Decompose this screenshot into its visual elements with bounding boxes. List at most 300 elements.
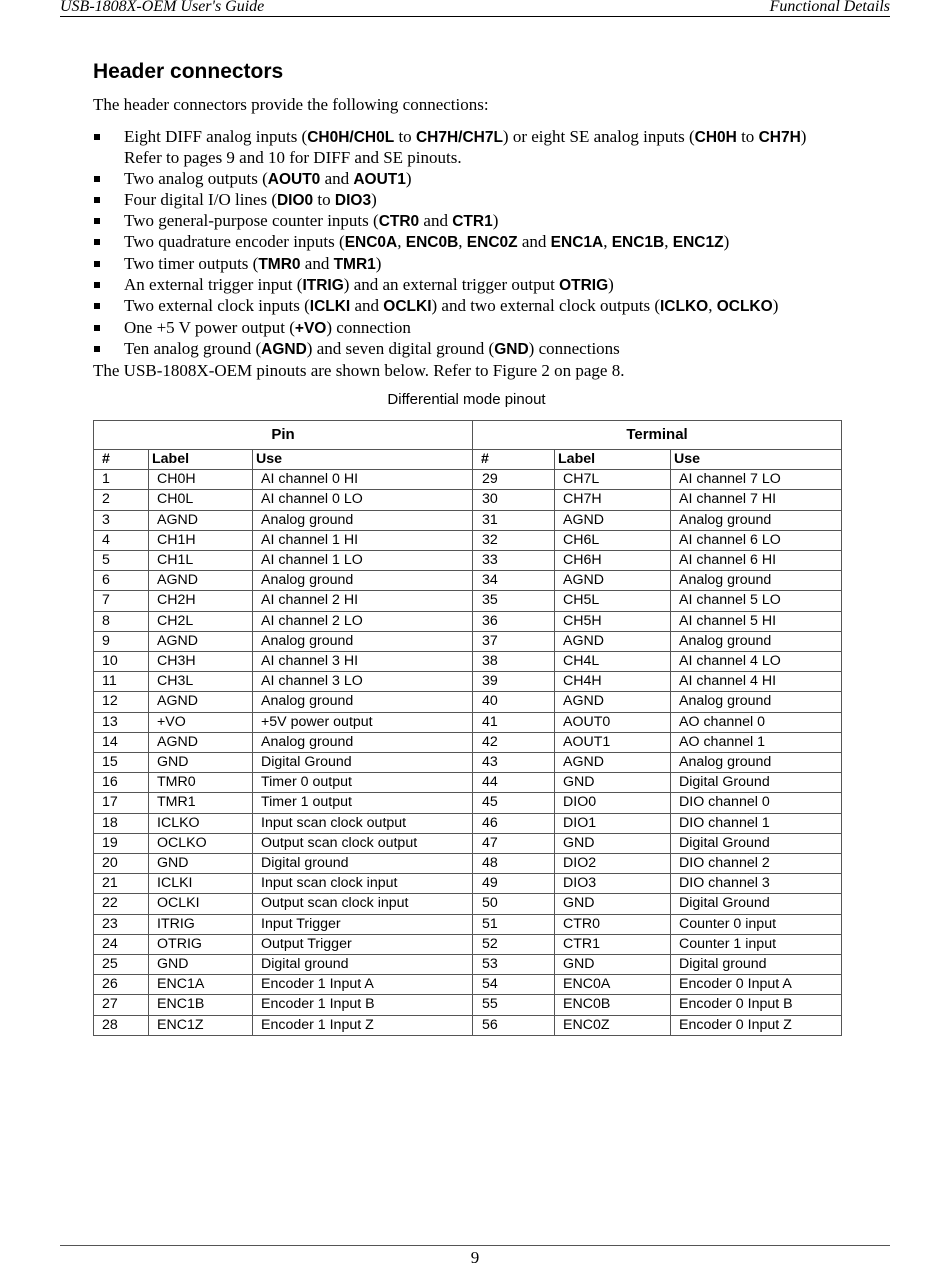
bullet-text: )	[800, 127, 807, 146]
terminal-label-cell: AGND	[555, 692, 671, 712]
bullet-square-icon	[94, 239, 100, 245]
terminal-use-cell: AI channel 4 HI	[671, 672, 842, 692]
bullet-signal-name: CH0H/CH0L	[307, 129, 395, 146]
terminal-use-cell: AI channel 6 HI	[671, 551, 842, 571]
pinout-reference-paragraph: The USB-1808X-OEM pinouts are shown below. Refer to Figure 2 on page 8.	[93, 361, 625, 380]
terminal-number-cell: 30	[473, 490, 555, 510]
section-title: Header connectors	[93, 60, 284, 83]
bullet-signal-name: OCLKO	[716, 298, 773, 316]
bullet-text: ) and seven digital ground (	[306, 338, 495, 358]
bullet-signal-name: DIO0	[276, 191, 314, 209]
pin-label-cell: ENC1A	[149, 975, 253, 995]
bullet-item	[93, 318, 853, 339]
bullet-signal-name: ICLKI	[309, 298, 351, 316]
bullet-item	[93, 275, 853, 296]
terminal-use-cell: AI channel 7 LO	[671, 470, 842, 490]
bullet-signal-name: ENC1A	[550, 234, 604, 252]
table-row	[94, 712, 842, 732]
pin-label-cell: OCLKI	[149, 894, 253, 914]
terminal-number-cell: 37	[473, 631, 555, 651]
pin-label-cell: CH2L	[149, 611, 253, 631]
bullet-item	[93, 190, 853, 211]
pin-use-cell: Analog ground	[253, 571, 473, 591]
pin-use-cell: AI channel 0 HI	[253, 470, 473, 490]
terminal-use-cell: AO channel 0	[671, 712, 842, 732]
bullet-text: and	[419, 211, 453, 231]
pin-number-cell: 25	[94, 955, 149, 975]
pin-number-cell: 12	[94, 692, 149, 712]
terminal-number-cell: 31	[473, 510, 555, 530]
terminal-use-cell: AI channel 4 LO	[671, 652, 842, 672]
table-row	[94, 672, 842, 692]
pin-number-cell: 16	[94, 773, 149, 793]
bullet-text: Four digital I/O lines (	[124, 189, 277, 209]
table-row	[94, 571, 842, 591]
terminal-label-cell: CH5H	[555, 611, 671, 631]
pin-number-cell: 13	[94, 712, 149, 732]
bullet-signal-name: CH7H	[758, 129, 801, 146]
terminal-use-cell: Encoder 0 Input A	[671, 975, 842, 995]
pin-label-cell: ITRIG	[149, 914, 253, 934]
table-row	[94, 470, 842, 490]
pin-use-cell: Input Trigger	[253, 914, 473, 934]
pin-use-cell: Encoder 1 Input Z	[253, 1015, 473, 1035]
terminal-number-cell: 44	[473, 773, 555, 793]
terminal-label-cell: CH7L	[555, 470, 671, 490]
terminal-use-cell: Counter 1 input	[671, 934, 842, 954]
pin-number-cell: 8	[94, 611, 149, 631]
terminal-number-cell: 32	[473, 530, 555, 550]
bullet-text: )	[608, 275, 614, 295]
terminal-label-cell: CH6L	[555, 530, 671, 550]
bullet-text: and	[517, 232, 551, 252]
bullet-square-icon	[94, 176, 100, 182]
pin-label-cell: GND	[149, 753, 253, 773]
table-row	[94, 611, 842, 631]
bullet-signal-name: TMR1	[333, 255, 376, 273]
terminal-number-cell: 47	[473, 833, 555, 853]
pin-use-cell: AI channel 0 LO	[253, 490, 473, 510]
pin-use-cell: Analog ground	[253, 692, 473, 712]
pin-label-cell: TMR0	[149, 773, 253, 793]
pin-label-cell: AGND	[149, 510, 253, 530]
bullet-text: ,	[664, 232, 673, 252]
connection-bullet-list	[93, 127, 853, 360]
bullet-signal-name: TMR0	[258, 255, 301, 273]
bullet-text: ,	[458, 232, 467, 252]
pin-number-cell: 26	[94, 975, 149, 995]
bullet-text: Two quadrature encoder inputs (	[124, 232, 345, 252]
table-row	[94, 793, 842, 813]
column-header-label: Label	[555, 450, 671, 470]
pin-number-cell: 7	[94, 591, 149, 611]
pin-number-cell: 24	[94, 934, 149, 954]
table-row	[94, 591, 842, 611]
footer-rule	[60, 1245, 890, 1246]
terminal-use-cell: Digital Ground	[671, 773, 842, 793]
pin-label-cell: ICLKI	[149, 874, 253, 894]
terminal-use-cell: Analog ground	[671, 692, 842, 712]
pin-use-cell: Timer 0 output	[253, 773, 473, 793]
terminal-number-cell: 48	[473, 854, 555, 874]
bullet-text: Eight DIFF analog inputs (	[124, 127, 308, 146]
bullet-text: to	[394, 127, 416, 146]
bullet-text: to	[736, 127, 759, 146]
bullet-square-icon	[94, 197, 100, 203]
pin-number-cell: 10	[94, 652, 149, 672]
terminal-use-cell: DIO channel 3	[671, 874, 842, 894]
pin-number-cell: 21	[94, 874, 149, 894]
terminal-number-cell: 39	[473, 672, 555, 692]
table-row	[94, 692, 842, 712]
terminal-label-cell: AGND	[555, 510, 671, 530]
terminal-use-cell: DIO channel 2	[671, 854, 842, 874]
terminal-use-cell: AI channel 5 LO	[671, 591, 842, 611]
column-header-number: #	[94, 450, 149, 470]
table-row	[94, 652, 842, 672]
bullet-signal-name: ENC1Z	[672, 234, 724, 252]
terminal-use-cell: AI channel 7 HI	[671, 490, 842, 510]
bullet-signal-name: AOUT1	[353, 170, 406, 188]
terminal-number-cell: 36	[473, 611, 555, 631]
terminal-label-cell: ENC0Z	[555, 1015, 671, 1035]
bullet-square-icon	[94, 325, 100, 331]
pin-label-cell: CH3H	[149, 652, 253, 672]
bullet-text: Refer to pages 9 and 10 for DIFF and SE pinouts.	[124, 148, 462, 168]
terminal-number-cell: 35	[473, 591, 555, 611]
pin-label-cell: CH2H	[149, 591, 253, 611]
bullet-text: ,	[397, 232, 406, 252]
terminal-label-cell: ENC0A	[555, 975, 671, 995]
pin-number-cell: 14	[94, 732, 149, 752]
terminal-label-cell: CH7H	[555, 490, 671, 510]
bullet-text: Ten analog ground (	[124, 338, 262, 358]
pin-use-cell: Output Trigger	[253, 934, 473, 954]
table-row	[94, 874, 842, 894]
pin-use-cell: AI channel 1 LO	[253, 551, 473, 571]
terminal-use-cell: Digital Ground	[671, 833, 842, 853]
terminal-number-cell: 45	[473, 793, 555, 813]
bullet-text: ) or eight SE analog inputs (	[502, 127, 695, 146]
terminal-use-cell: AO channel 1	[671, 732, 842, 752]
pin-label-cell: ICLKO	[149, 813, 253, 833]
pin-use-cell: AI channel 3 HI	[253, 652, 473, 672]
column-header-number: #	[473, 450, 555, 470]
bullet-square-icon	[94, 282, 100, 288]
terminal-use-cell: Digital Ground	[671, 894, 842, 914]
terminal-number-cell: 34	[473, 571, 555, 591]
bullet-text: One +5 V power output (	[124, 317, 295, 337]
terminal-use-cell: DIO channel 1	[671, 813, 842, 833]
pin-number-cell: 28	[94, 1015, 149, 1035]
pin-label-cell: CH1H	[149, 530, 253, 550]
bullet-square-icon	[94, 218, 100, 224]
bullet-signal-name: CTR0	[378, 213, 420, 231]
bullet-square-icon	[94, 303, 100, 309]
pin-use-cell: Timer 1 output	[253, 793, 473, 813]
bullet-text: and	[350, 296, 384, 316]
terminal-number-cell: 29	[473, 470, 555, 490]
pin-label-cell: ENC1Z	[149, 1015, 253, 1035]
pin-use-cell: Analog ground	[253, 631, 473, 651]
pin-label-cell: OCLKO	[149, 833, 253, 853]
terminal-number-cell: 33	[473, 551, 555, 571]
terminal-use-cell: AI channel 6 LO	[671, 530, 842, 550]
terminal-label-cell: CH4L	[555, 652, 671, 672]
pin-use-cell: Input scan clock output	[253, 813, 473, 833]
page-number: 9	[470, 1248, 480, 1267]
table-row	[94, 975, 842, 995]
table-row	[94, 551, 842, 571]
terminal-use-cell: Digital ground	[671, 955, 842, 975]
table-row	[94, 773, 842, 793]
pin-label-cell: ENC1B	[149, 995, 253, 1015]
terminal-label-cell: AOUT0	[555, 712, 671, 732]
pin-number-cell: 6	[94, 571, 149, 591]
table-row	[94, 854, 842, 874]
terminal-use-cell: Analog ground	[671, 571, 842, 591]
bullet-text: )	[723, 232, 730, 252]
bullet-signal-name: CTR1	[452, 213, 493, 231]
pin-label-cell: CH1L	[149, 551, 253, 571]
terminal-label-cell: ENC0B	[555, 995, 671, 1015]
terminal-number-cell: 51	[473, 914, 555, 934]
pin-use-cell: Digital Ground	[253, 753, 473, 773]
bullet-signal-name: ENC1B	[611, 234, 665, 252]
terminal-label-cell: GND	[555, 773, 671, 793]
table-row	[94, 510, 842, 530]
terminal-label-cell: GND	[555, 955, 671, 975]
table-row	[94, 833, 842, 853]
terminal-number-cell: 46	[473, 813, 555, 833]
table-row	[94, 1015, 842, 1035]
terminal-label-cell: AGND	[555, 631, 671, 651]
pinout-table-body	[94, 470, 842, 1036]
terminal-number-cell: 41	[473, 712, 555, 732]
terminal-number-cell: 52	[473, 934, 555, 954]
pin-number-cell: 18	[94, 813, 149, 833]
terminal-number-cell: 40	[473, 692, 555, 712]
terminal-label-cell: DIO1	[555, 813, 671, 833]
terminal-number-cell: 43	[473, 753, 555, 773]
pin-use-cell: Digital ground	[253, 854, 473, 874]
bullet-text: ,	[708, 296, 717, 316]
bullet-text: ,	[603, 232, 612, 252]
terminal-number-cell: 56	[473, 1015, 555, 1035]
terminal-label-cell: CH5L	[555, 591, 671, 611]
bullet-text: )	[772, 296, 779, 316]
column-header-label: Label	[149, 450, 253, 470]
bullet-text: An external trigger input (	[124, 275, 303, 295]
terminal-number-cell: 54	[473, 975, 555, 995]
pin-use-cell: Analog ground	[253, 510, 473, 530]
pin-label-cell: AGND	[149, 571, 253, 591]
bullet-signal-name: ENC0Z	[466, 234, 518, 252]
bullet-signal-name: ENC0B	[405, 234, 459, 252]
terminal-label-cell: DIO3	[555, 874, 671, 894]
pin-use-cell: Encoder 1 Input A	[253, 975, 473, 995]
pin-number-cell: 1	[94, 470, 149, 490]
intro-paragraph: The header connectors provide the following connections:	[93, 95, 489, 114]
pin-label-cell: CH3L	[149, 672, 253, 692]
pinout-table	[93, 420, 842, 1036]
pin-number-cell: 27	[94, 995, 149, 1015]
pin-use-cell: Output scan clock input	[253, 894, 473, 914]
pin-number-cell: 11	[94, 672, 149, 692]
terminal-number-cell: 49	[473, 874, 555, 894]
terminal-number-cell: 50	[473, 894, 555, 914]
bullet-item	[93, 211, 853, 232]
bullet-text: )	[375, 253, 382, 273]
pin-use-cell: AI channel 3 LO	[253, 672, 473, 692]
pin-label-cell: GND	[149, 854, 253, 874]
bullet-text: to	[313, 189, 335, 209]
bullet-square-icon	[94, 134, 100, 140]
terminal-label-cell: GND	[555, 833, 671, 853]
bullet-text: ) connections	[528, 338, 620, 358]
terminal-label-cell: AGND	[555, 571, 671, 591]
bullet-square-icon	[94, 261, 100, 267]
pin-number-cell: 2	[94, 490, 149, 510]
pin-use-cell: Encoder 1 Input B	[253, 995, 473, 1015]
document-title: USB-1808X-OEM User's Guide	[60, 0, 265, 15]
terminal-label-cell: CH4H	[555, 672, 671, 692]
column-header-use: Use	[671, 450, 842, 470]
terminal-label-cell: AGND	[555, 753, 671, 773]
pin-label-cell: CH0H	[149, 470, 253, 490]
column-header-use: Use	[253, 450, 473, 470]
pin-number-cell: 22	[94, 894, 149, 914]
bullet-text: )	[492, 211, 499, 231]
bullet-signal-name: ITRIG	[302, 277, 344, 295]
bullet-signal-name: CH0H	[694, 129, 737, 146]
pin-label-cell: TMR1	[149, 793, 253, 813]
bullet-item	[93, 232, 853, 253]
group-header-terminal: Terminal	[473, 421, 842, 450]
bullet-signal-name: GND	[494, 340, 529, 358]
terminal-number-cell: 38	[473, 652, 555, 672]
bullet-item	[93, 127, 853, 169]
bullet-text: and	[320, 168, 354, 188]
table-row	[94, 530, 842, 550]
terminal-use-cell: Analog ground	[671, 510, 842, 530]
bullet-signal-name: AOUT0	[267, 170, 321, 188]
pin-number-cell: 3	[94, 510, 149, 530]
bullet-signal-name: AGND	[261, 340, 307, 358]
terminal-use-cell: Encoder 0 Input B	[671, 995, 842, 1015]
pin-number-cell: 20	[94, 854, 149, 874]
pin-label-cell: AGND	[149, 631, 253, 651]
pin-number-cell: 23	[94, 914, 149, 934]
pin-use-cell: Digital ground	[253, 955, 473, 975]
pin-use-cell: Input scan clock input	[253, 874, 473, 894]
bullet-text: Two external clock inputs (	[124, 296, 310, 316]
terminal-use-cell: AI channel 5 HI	[671, 611, 842, 631]
terminal-number-cell: 53	[473, 955, 555, 975]
terminal-label-cell: CH6H	[555, 551, 671, 571]
terminal-use-cell: Counter 0 input	[671, 914, 842, 934]
bullet-square-icon	[94, 346, 100, 352]
pin-use-cell: Output scan clock output	[253, 833, 473, 853]
terminal-label-cell: AOUT1	[555, 732, 671, 752]
terminal-label-cell: CTR1	[555, 934, 671, 954]
table-row	[94, 894, 842, 914]
terminal-label-cell: DIO2	[555, 854, 671, 874]
bullet-item	[93, 254, 853, 275]
pin-use-cell: Analog ground	[253, 732, 473, 752]
bullet-item	[93, 296, 853, 317]
bullet-signal-name: ENC0A	[344, 234, 398, 252]
table-row	[94, 732, 842, 752]
bullet-text: Two analog outputs (	[124, 168, 268, 188]
table-row	[94, 631, 842, 651]
pin-label-cell: OTRIG	[149, 934, 253, 954]
chapter-title: Functional Details	[769, 0, 890, 15]
terminal-use-cell: Analog ground	[671, 631, 842, 651]
bullet-signal-name: OTRIG	[559, 277, 609, 295]
terminal-number-cell: 42	[473, 732, 555, 752]
bullet-item	[93, 339, 853, 360]
terminal-label-cell: DIO0	[555, 793, 671, 813]
bullet-text: ) connection	[326, 317, 411, 337]
bullet-text: and	[300, 253, 334, 273]
pin-number-cell: 17	[94, 793, 149, 813]
running-header	[60, 0, 890, 17]
pin-number-cell: 5	[94, 551, 149, 571]
bullet-text: )	[371, 189, 377, 209]
table-row	[94, 813, 842, 833]
pin-number-cell: 19	[94, 833, 149, 853]
bullet-text: Two timer outputs (	[124, 253, 259, 273]
table-row	[94, 490, 842, 510]
pin-label-cell: GND	[149, 955, 253, 975]
table-row	[94, 914, 842, 934]
bullet-item	[93, 169, 853, 190]
table-row	[94, 955, 842, 975]
bullet-signal-name: ICLKO	[660, 298, 709, 316]
terminal-label-cell: CTR0	[555, 914, 671, 934]
pin-label-cell: CH0L	[149, 490, 253, 510]
pin-use-cell: AI channel 2 HI	[253, 591, 473, 611]
table-row	[94, 934, 842, 954]
pin-number-cell: 9	[94, 631, 149, 651]
bullet-signal-name: +VO	[294, 319, 327, 337]
pin-use-cell: AI channel 2 LO	[253, 611, 473, 631]
bullet-text: )	[405, 168, 412, 188]
table-caption: Differential mode pinout	[387, 391, 546, 408]
terminal-use-cell: DIO channel 0	[671, 793, 842, 813]
pin-label-cell: AGND	[149, 692, 253, 712]
bullet-text: ) and an external trigger output	[343, 275, 560, 295]
pin-number-cell: 15	[94, 753, 149, 773]
table-row	[94, 753, 842, 773]
pin-label-cell: AGND	[149, 732, 253, 752]
terminal-label-cell: GND	[555, 894, 671, 914]
bullet-signal-name: OCLKI	[383, 298, 432, 316]
bullet-signal-name: DIO3	[334, 191, 372, 209]
terminal-use-cell: Encoder 0 Input Z	[671, 1015, 842, 1035]
terminal-use-cell: Analog ground	[671, 753, 842, 773]
bullet-signal-name: CH7H/CH7L	[415, 129, 503, 146]
group-header-pin: Pin	[94, 421, 473, 450]
pin-use-cell: +5V power output	[253, 712, 473, 732]
table-row	[94, 995, 842, 1015]
pin-use-cell: AI channel 1 HI	[253, 530, 473, 550]
terminal-number-cell: 55	[473, 995, 555, 1015]
bullet-text: ) and two external clock outputs (	[431, 296, 660, 316]
pin-label-cell: +VO	[149, 712, 253, 732]
pin-number-cell: 4	[94, 530, 149, 550]
